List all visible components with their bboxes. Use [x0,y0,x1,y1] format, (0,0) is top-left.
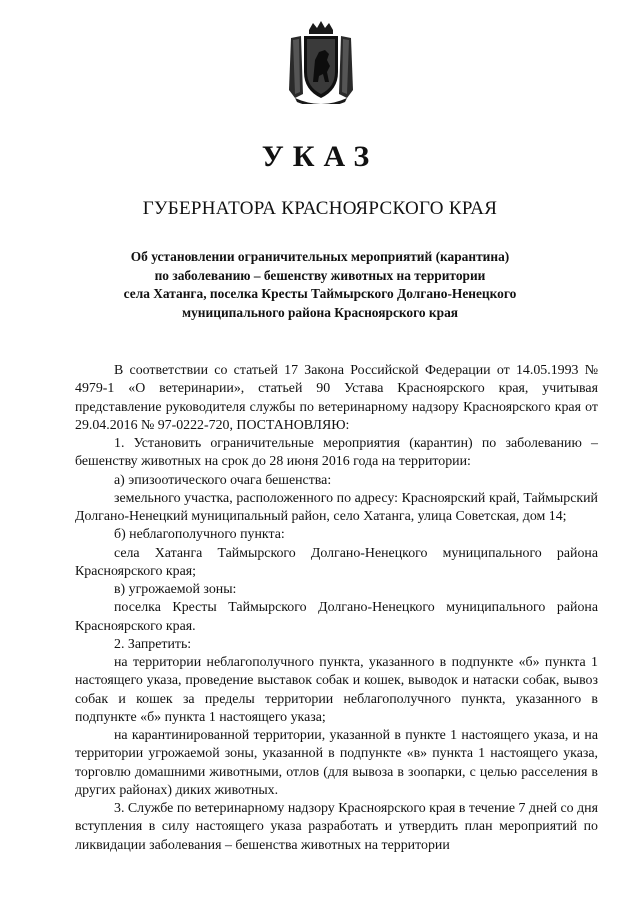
subclause-a-heading: а) эпизоотического очага бешенства: [114,472,332,488]
coat-of-arms-icon [285,20,357,104]
clause-1-paragraph: 1. Установить ограничительные мероприятия (карантин) по заболеванию – бешенству животных на срок до 28 июня 2016 года на территории: [75,436,598,470]
subclause-b-text: села Хатанга Таймырского Долгано-Ненецкого муниципального района Красноярского края; [75,545,598,579]
issuer-heading: ГУБЕРНАТОРА КРАСНОЯРСКОГО КРАЯ [142,198,498,219]
clause-2-text-1: на территории неблагополучного пункта, указанного в подпункте «б» пункта 1 настоящего указа, проведение выставок собак и кошек, выводок и натаски собак, вывоз собак и кошек за пределы территории неблагополучного пункта, указанного в подпункте «б» пункта 1 настоящего указа; [75,655,598,725]
document-body [75,362,598,855]
title-line: муниципального района Красноярского края [181,304,459,320]
title-line: Об установлении ограничительных мероприятий (карантина) [130,249,510,264]
subclause-v-text: поселка Кресты Таймырского Долгано-Ненецкого муниципального района Красноярского края. [75,600,598,634]
clause-2-heading: 2. Запретить: [114,636,192,652]
subclause-b-heading: б) неблагополучного пункта: [114,527,285,543]
clause-3-paragraph: 3. Службе по ветеринарному надзору Красноярского края в течение 7 дней со дня вступления в силу настоящего указа разработать и утвердить план мероприятий по ликвидации заболевания – бешенства животных на территории [75,801,598,853]
title-line: по заболеванию – бешенству животных на территории [154,267,486,283]
document-type-heading: УКАЗ [261,140,379,173]
title-line: села Хатанга, поселка Кресты Таймырского Долгано-Ненецкого [123,286,517,301]
clause-2-text-2: на карантинированной территории, указанной в пункте 1 настоящего указа, и на территории угрожаемой зоны, указанной в подпункте «в» пункта 1 настоящего указа, торговлю домашними животными, отлов (для вывоза в зоопарки, с целью расселения в других районах) диких животных. [75,728,598,798]
preamble-paragraph: В соответствии со статьей 17 Закона Российской Федерации от 14.05.1993 № 4979-1 «О ветеринарии», статьей 90 Устава Красноярского края, учитывая представление руководителя службы по ветеринарному надзору Красноярского края от 29.04.2016 № 97-0222-720, ПОСТАНОВЛЯЮ: [75,363,598,433]
document-title [60,248,580,322]
subclause-a-text: земельного участка, расположенного по адресу: Красноярский край, Таймырский Долгано-Ненецкий муниципальный район, село Хатанга, улица Советская, дом 14; [75,490,598,524]
subclause-v-heading: в) угрожаемой зоны: [114,582,237,597]
